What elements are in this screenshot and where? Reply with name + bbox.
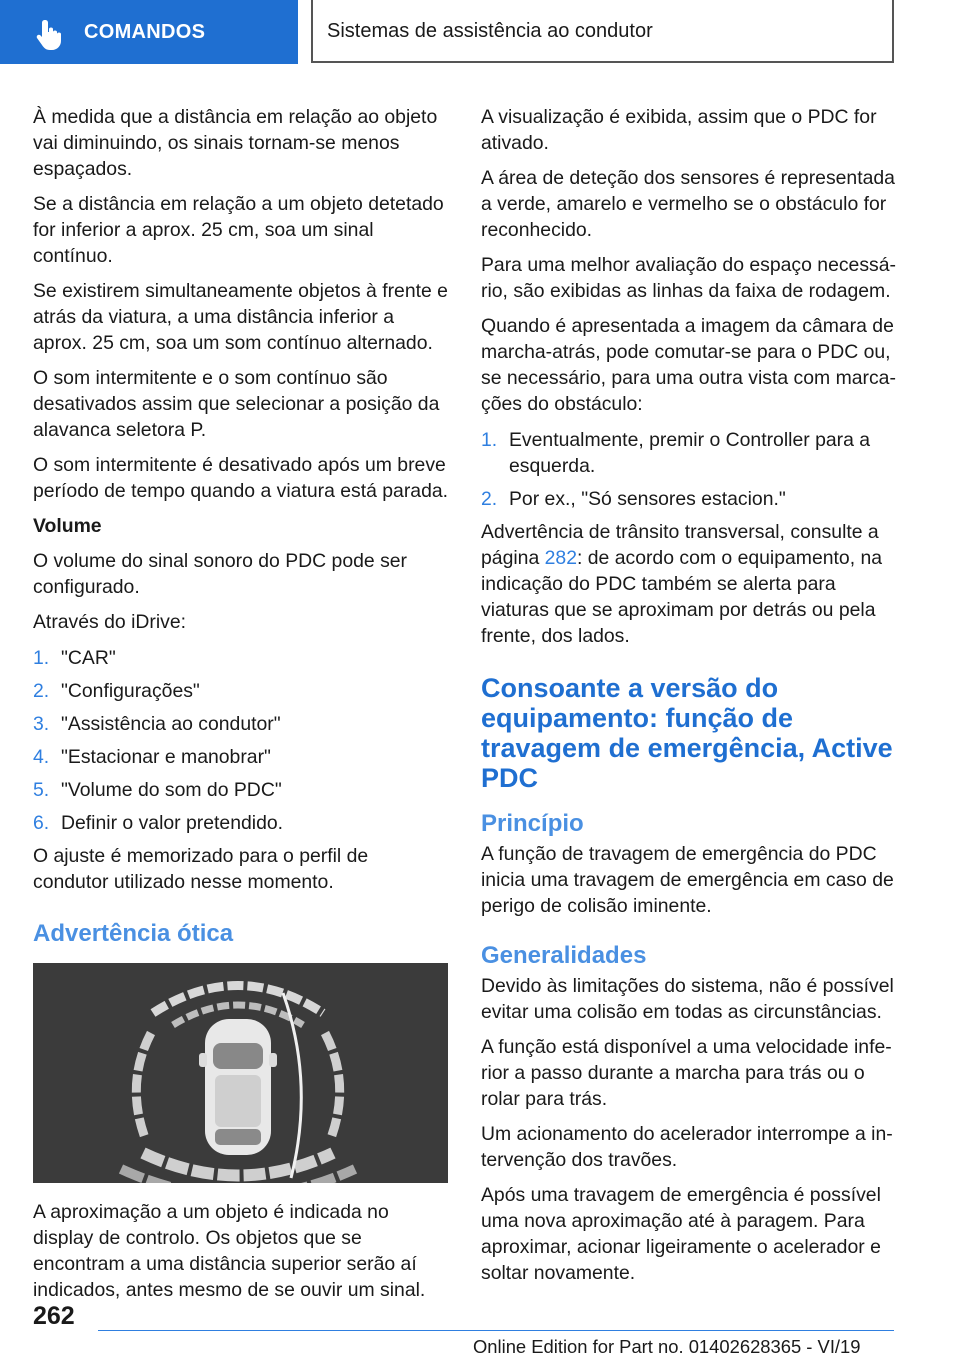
list-item xyxy=(481,427,897,479)
camera-steps-list xyxy=(481,427,897,512)
volume-label: Volume xyxy=(33,515,102,537)
heading-emergency-braking: Consoante a versão do equipamento: função de travagem de emergência, Active PDC xyxy=(481,673,893,793)
step-text: "Configurações" xyxy=(61,680,200,702)
list-item xyxy=(33,810,449,836)
step-number: 1. xyxy=(33,647,50,669)
paragraph: A área de deteção dos sensores é representada a verde, amarelo e vermelho se o obstáculo for reconhecido. xyxy=(481,167,895,241)
list-item xyxy=(33,678,449,704)
right-column xyxy=(481,104,897,1295)
list-item xyxy=(33,777,449,803)
heading-principle: Princípio xyxy=(481,810,584,837)
page-reference-link[interactable]: 282 xyxy=(544,547,577,569)
step-number: 2. xyxy=(481,488,498,510)
step-text: "Volume do som do PDC" xyxy=(61,779,282,801)
paragraph: A função está disponível a uma velocidade inferior a passo durante a marcha para trás ou o rolar para trás. xyxy=(481,1036,892,1110)
paragraph: O som intermitente e o som contínuo são desativados assim que selecionar a posição da alavanca seletora P. xyxy=(33,367,440,441)
step-text: Definir o valor pretendido. xyxy=(61,812,284,834)
section-title: Sistemas de assistência ao condutor xyxy=(327,20,653,42)
paragraph: O som intermitente é desativado após um breve período de tempo quando a viatura está parada. xyxy=(33,454,449,502)
heading-optical-warning: Advertência ótica xyxy=(33,920,234,947)
step-number: 6. xyxy=(33,812,50,834)
paragraph: O volume do sinal sonoro do PDC pode ser configurado. xyxy=(33,550,408,598)
heading-general: Generalidades xyxy=(481,942,647,969)
footer-divider xyxy=(98,1330,894,1331)
paragraph: Se existirem simultaneamente objetos à frente e atrás da viatura, a uma distância inferior a aprox. 25 cm, soa um som contínuo alternado. xyxy=(33,280,448,354)
paragraph-text: Advertência de trânsito transversal, consulte a página xyxy=(481,521,879,569)
paragraph xyxy=(481,519,897,649)
idrive-steps-list xyxy=(33,645,449,836)
step-text: Por ex., "Só sensores estacion." xyxy=(509,488,786,510)
paragraph: A aproximação a um objeto é indicada no display de controlo. Os objetos que se encontram a uma distância superior serão aí indicados, antes mesmo de se ouvir um sinal. xyxy=(33,1201,426,1301)
paragraph: Através do iDrive: xyxy=(33,611,187,633)
paragraph: Se a distância em relação a um objeto detetado for inferior a aprox. 25 cm, soa um sinal contínuo. xyxy=(33,193,444,267)
step-number: 2. xyxy=(33,680,50,702)
paragraph: Um acionamento do acelerador interrompe a intervenção dos travões. xyxy=(481,1123,893,1171)
pointing-hand-icon xyxy=(36,18,66,50)
paragraph-text: : de acordo com o equipamento, na indicação do PDC também se alerta para viaturas que se aproximam por detrás ou pela frente, dos lados. xyxy=(481,547,883,647)
step-text: "CAR" xyxy=(61,647,116,669)
paragraph: Devido às limitações do sistema, não é possível evitar uma colisão em todas as circunstâncias. xyxy=(481,975,894,1023)
step-text: "Estacionar e manobrar" xyxy=(61,746,271,768)
step-number: 1. xyxy=(481,429,498,451)
step-number: 4. xyxy=(33,746,50,768)
list-item xyxy=(33,711,449,737)
step-number: 5. xyxy=(33,779,50,801)
paragraph: À medida que a distância em relação ao objeto vai diminuindo, os sinais tornam-se menos espaçados. xyxy=(33,106,438,180)
step-text: "Assistência ao condutor" xyxy=(61,713,281,735)
left-column xyxy=(33,104,449,1312)
chapter-tab-label: COMANDOS xyxy=(84,21,206,43)
list-item xyxy=(33,645,449,671)
step-text: Eventualmente, premir o Controller para a esquerda. xyxy=(509,429,871,477)
paragraph: Para uma melhor avaliação do espaço necessário, são exibidas as linhas da faixa de rodagem. xyxy=(481,254,896,302)
paragraph: Quando é apresentada a imagem da câmara de marcha-atrás, pode comutar-se para o PDC ou, se necessário, para uma outra vista com marcações do obstáculo: xyxy=(481,315,896,415)
edition-text: Online Edition for Part no. 01402628365 - VI/19 xyxy=(473,1336,861,1357)
pdc-display-illustration xyxy=(33,963,448,1183)
chapter-tab[interactable] xyxy=(0,0,298,64)
paragraph: O ajuste é memorizado para o perfil de condutor utilizado nesse momento. xyxy=(33,845,369,893)
page-number: 262 xyxy=(33,1302,75,1330)
step-number: 3. xyxy=(33,713,50,735)
section-header xyxy=(311,0,894,63)
paragraph: A visualização é exibida, assim que o PDC for ativado. xyxy=(481,106,877,154)
paragraph: A função de travagem de emergência do PDC inicia uma travagem de emergência em caso de perigo de colisão iminente. xyxy=(481,843,894,917)
list-item xyxy=(33,744,449,770)
paragraph: Após uma travagem de emergência é possível uma nova aproximação até à paragem. Para aproximar, acionar ligeiramente o acelerador e soltar novamente. xyxy=(481,1184,881,1284)
list-item xyxy=(481,486,897,512)
